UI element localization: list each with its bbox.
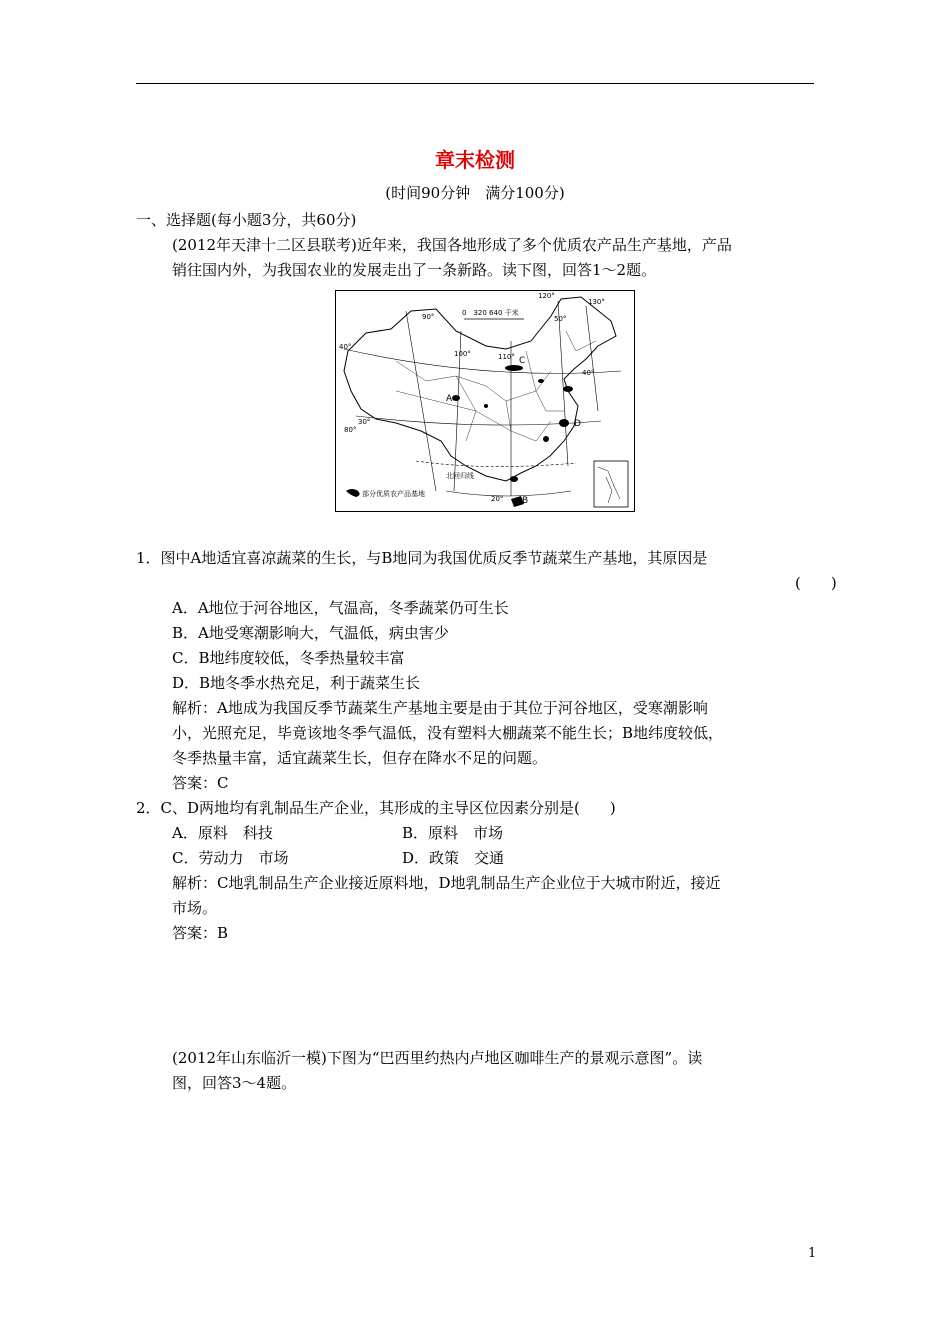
label-100: 100° xyxy=(454,350,471,358)
q1-option-c: C．B地纬度较低，冬季热量较丰富 xyxy=(172,649,405,667)
page-subtitle: (时间90分钟 满分100分) xyxy=(385,184,565,202)
label-50: 50° xyxy=(554,315,567,323)
south-sea-inset xyxy=(594,461,628,507)
q2-option-d: D．政策 交通 xyxy=(402,849,505,867)
q2-option-a: A．原料 科技 xyxy=(172,824,273,842)
legend-label: 部分优质农产品基地 xyxy=(362,490,425,498)
scale-bar xyxy=(462,308,524,319)
page-title: 章末检测 xyxy=(435,148,515,172)
q1-stem: 1．图中A地适宜喜凉蔬菜的生长，与B地同为我国优质反季节蔬菜生产基地，其原因是 xyxy=(136,549,708,567)
label-C: C xyxy=(519,356,526,366)
country-outline xyxy=(344,297,616,481)
label-A: A xyxy=(446,394,453,404)
intro1-line2: 销往国内外，为我国农业的发展走出了一条新路。读下图，回答1～2题。 xyxy=(172,261,657,279)
label-120: 120° xyxy=(538,292,555,300)
legend-symbol xyxy=(346,489,360,497)
q1-analysis-line2: 小，光照充足，毕竟该地冬季气温低，没有塑料大棚蔬菜不能生长；B地纬度较低， xyxy=(172,724,724,742)
label-30: 30° xyxy=(358,418,371,426)
production-bases xyxy=(452,365,573,482)
q1-answer: 答案：C xyxy=(172,774,229,792)
label-B: B xyxy=(522,496,529,506)
page-number: 1 xyxy=(808,1246,817,1261)
label-40-east: 40° xyxy=(582,369,595,377)
q2-analysis-line1: 解析：C地乳制品生产企业接近原料地，D地乳制品生产企业位于大城市附近，接近 xyxy=(172,874,721,892)
label-90: 90° xyxy=(422,313,435,321)
label-20: 20° xyxy=(491,495,504,503)
label-110: 110° xyxy=(498,353,515,361)
china-agriculture-map xyxy=(335,290,635,512)
meridian-130 xyxy=(586,306,598,411)
map-legend xyxy=(346,489,425,498)
q1-option-a: A．A地位于河谷地区，气温高，冬季蔬菜仍可生长 xyxy=(172,599,509,617)
label-D: D xyxy=(574,419,581,429)
section-heading: 一、选择题(每小题3分，共60分) xyxy=(136,211,357,229)
q2-option-c: C．劳动力 市场 xyxy=(172,849,289,867)
header-rule xyxy=(136,83,814,84)
label-40-west: 40° xyxy=(339,343,352,351)
q1-analysis-line1: 解析：A地成为我国反季节蔬菜生产基地主要是由于其位于河谷地区，受寒潮影响 xyxy=(172,699,708,717)
q2-answer: 答案：B xyxy=(172,924,229,942)
parallel-40 xyxy=(344,349,621,373)
label-tropic: 北回归线 xyxy=(446,472,474,480)
label-130: 130° xyxy=(588,298,605,306)
intro2-line2: 图，回答3～4题。 xyxy=(172,1074,297,1092)
scale-label: 0 320 640 千米 xyxy=(462,309,519,317)
q1-analysis-line3: 冬季热量丰富，适宜蔬菜生长，但存在降水不足的问题。 xyxy=(172,749,548,767)
intro1-line1: (2012年天津十二区县联考)近年来，我国各地形成了多个优质农产品生产基地，产品 xyxy=(172,236,732,254)
meridian-90 xyxy=(406,311,436,491)
label-80: 80° xyxy=(344,426,357,434)
q2-analysis-line2: 市场。 xyxy=(172,899,218,917)
parallel-20 xyxy=(446,491,571,496)
q1-paren: ( ) xyxy=(795,574,837,592)
map-figure xyxy=(336,291,634,511)
meridian-120 xyxy=(558,301,568,466)
intro2-line1: (2012年山东临沂一模)下图为“巴西里约热内卢地区咖啡生产的景观示意图”。读 xyxy=(172,1049,703,1067)
tropic-line xyxy=(416,461,576,467)
q1-option-b: B．A地受寒潮影响大，气温低，病虫害少 xyxy=(172,624,449,642)
q1-option-d: D．B地冬季水热充足，利于蔬菜生长 xyxy=(172,674,421,692)
q2-stem: 2．C、D两地均有乳制品生产企业，其形成的主导区位因素分别是( ) xyxy=(136,799,616,817)
q2-option-b: B．原料 市场 xyxy=(402,824,504,842)
